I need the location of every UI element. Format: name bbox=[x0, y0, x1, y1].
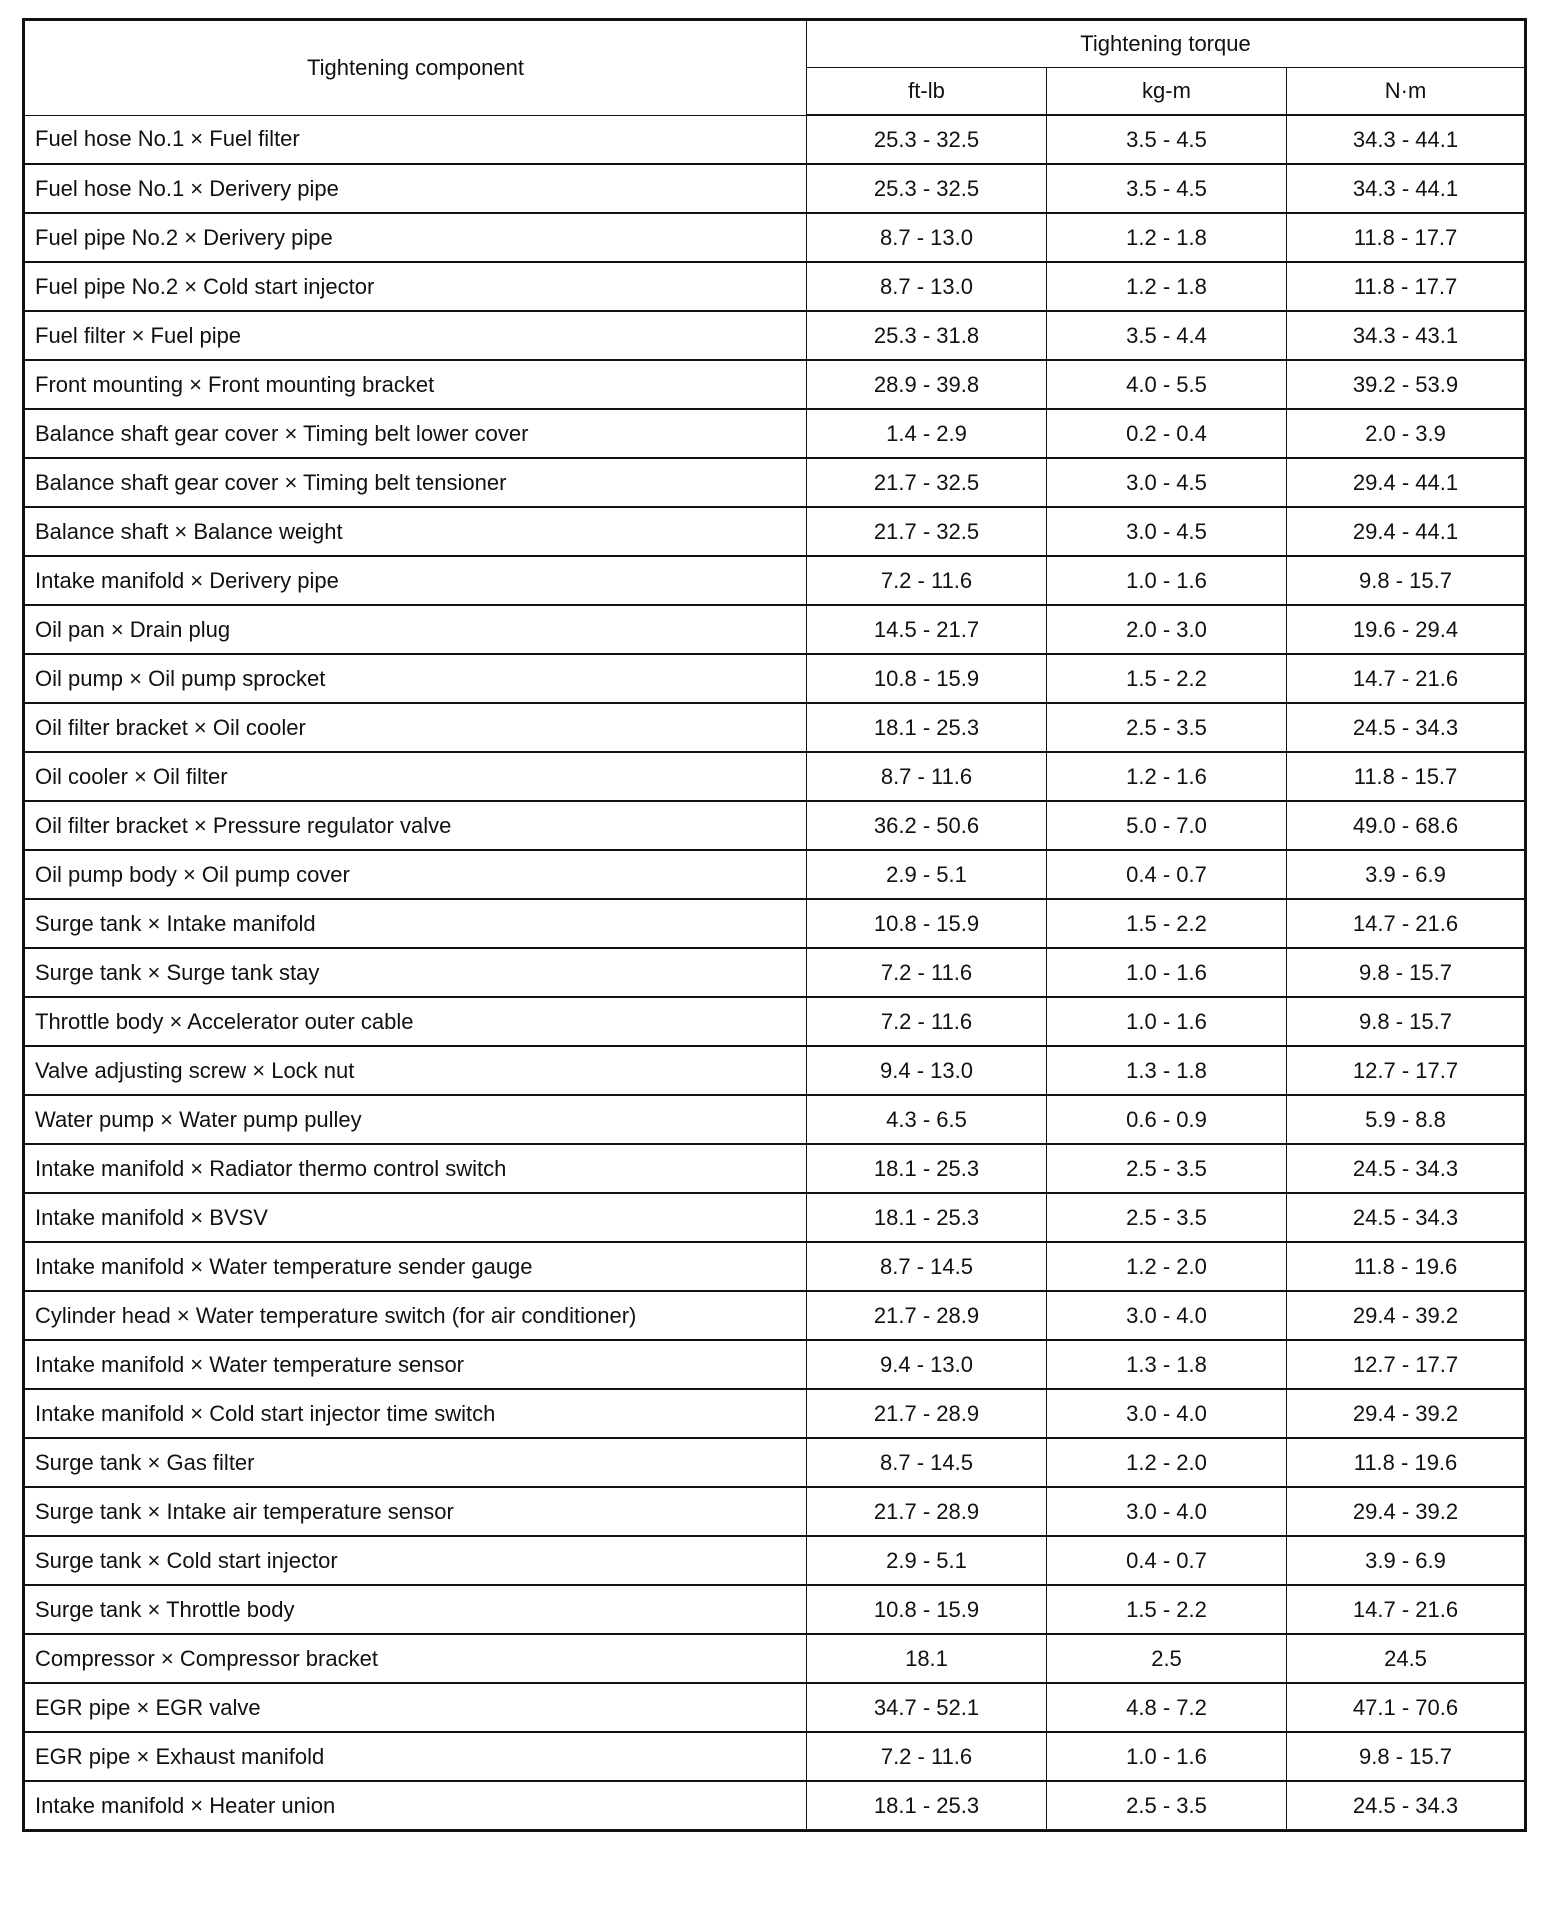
n-m-cell: 29.4 - 39.2 bbox=[1287, 1487, 1526, 1536]
n-m-cell: 24.5 - 34.3 bbox=[1287, 1193, 1526, 1242]
table-row bbox=[24, 752, 1526, 801]
ft-lb-cell: 9.4 - 13.0 bbox=[807, 1046, 1047, 1095]
n-m-cell: 34.3 - 44.1 bbox=[1287, 164, 1526, 213]
table-row bbox=[24, 948, 1526, 997]
n-m-cell: 29.4 - 39.2 bbox=[1287, 1291, 1526, 1340]
n-m-cell: 11.8 - 19.6 bbox=[1287, 1242, 1526, 1291]
ft-lb-cell: 21.7 - 28.9 bbox=[807, 1487, 1047, 1536]
header-tightening-component: Tightening component bbox=[24, 20, 807, 116]
kg-m-cell: 3.0 - 4.5 bbox=[1047, 458, 1287, 507]
n-m-cell: 5.9 - 8.8 bbox=[1287, 1095, 1526, 1144]
kg-m-cell: 1.5 - 2.2 bbox=[1047, 654, 1287, 703]
n-m-cell: 29.4 - 39.2 bbox=[1287, 1389, 1526, 1438]
kg-m-cell: 1.5 - 2.2 bbox=[1047, 899, 1287, 948]
table-row bbox=[24, 801, 1526, 850]
table-row bbox=[24, 213, 1526, 262]
ft-lb-cell: 10.8 - 15.9 bbox=[807, 654, 1047, 703]
table-row bbox=[24, 1732, 1526, 1781]
ft-lb-cell: 21.7 - 28.9 bbox=[807, 1291, 1047, 1340]
kg-m-cell: 2.5 - 3.5 bbox=[1047, 1781, 1287, 1831]
component-cell: Water pump × Water pump pulley bbox=[24, 1095, 807, 1144]
kg-m-cell: 1.0 - 1.6 bbox=[1047, 1732, 1287, 1781]
ft-lb-cell: 4.3 - 6.5 bbox=[807, 1095, 1047, 1144]
n-m-cell: 34.3 - 44.1 bbox=[1287, 115, 1526, 164]
table-row bbox=[24, 507, 1526, 556]
ft-lb-cell: 8.7 - 14.5 bbox=[807, 1438, 1047, 1487]
ft-lb-cell: 8.7 - 13.0 bbox=[807, 262, 1047, 311]
header-unit-n-m: N·m bbox=[1287, 68, 1526, 116]
n-m-cell: 11.8 - 19.6 bbox=[1287, 1438, 1526, 1487]
table-row bbox=[24, 1634, 1526, 1683]
kg-m-cell: 2.5 bbox=[1047, 1634, 1287, 1683]
component-cell: Oil cooler × Oil filter bbox=[24, 752, 807, 801]
component-cell: Oil pump × Oil pump sprocket bbox=[24, 654, 807, 703]
ft-lb-cell: 21.7 - 32.5 bbox=[807, 507, 1047, 556]
component-cell: Fuel pipe No.2 × Derivery pipe bbox=[24, 213, 807, 262]
component-cell: Intake manifold × Water temperature sensor bbox=[24, 1340, 807, 1389]
component-cell: Intake manifold × Cold start injector time switch bbox=[24, 1389, 807, 1438]
ft-lb-cell: 25.3 - 31.8 bbox=[807, 311, 1047, 360]
torque-specification-table bbox=[22, 18, 1527, 1832]
kg-m-cell: 2.5 - 3.5 bbox=[1047, 1144, 1287, 1193]
kg-m-cell: 1.0 - 1.6 bbox=[1047, 556, 1287, 605]
n-m-cell: 29.4 - 44.1 bbox=[1287, 458, 1526, 507]
table-row bbox=[24, 1487, 1526, 1536]
ft-lb-cell: 7.2 - 11.6 bbox=[807, 556, 1047, 605]
header-tightening-torque: Tightening torque bbox=[807, 20, 1526, 68]
kg-m-cell: 1.2 - 2.0 bbox=[1047, 1242, 1287, 1291]
component-cell: Surge tank × Cold start injector bbox=[24, 1536, 807, 1585]
n-m-cell: 3.9 - 6.9 bbox=[1287, 850, 1526, 899]
table-row bbox=[24, 850, 1526, 899]
n-m-cell: 9.8 - 15.7 bbox=[1287, 556, 1526, 605]
component-cell: EGR pipe × Exhaust manifold bbox=[24, 1732, 807, 1781]
n-m-cell: 39.2 - 53.9 bbox=[1287, 360, 1526, 409]
n-m-cell: 24.5 - 34.3 bbox=[1287, 703, 1526, 752]
table-row bbox=[24, 556, 1526, 605]
table-row bbox=[24, 703, 1526, 752]
ft-lb-cell: 8.7 - 11.6 bbox=[807, 752, 1047, 801]
table-row bbox=[24, 360, 1526, 409]
ft-lb-cell: 18.1 - 25.3 bbox=[807, 1193, 1047, 1242]
table-row bbox=[24, 1144, 1526, 1193]
kg-m-cell: 3.5 - 4.5 bbox=[1047, 115, 1287, 164]
table-row bbox=[24, 997, 1526, 1046]
ft-lb-cell: 28.9 - 39.8 bbox=[807, 360, 1047, 409]
component-cell: Valve adjusting screw × Lock nut bbox=[24, 1046, 807, 1095]
kg-m-cell: 0.4 - 0.7 bbox=[1047, 1536, 1287, 1585]
component-cell: Fuel hose No.1 × Derivery pipe bbox=[24, 164, 807, 213]
kg-m-cell: 1.2 - 1.6 bbox=[1047, 752, 1287, 801]
table-row bbox=[24, 654, 1526, 703]
ft-lb-cell: 7.2 - 11.6 bbox=[807, 1732, 1047, 1781]
table-row bbox=[24, 1340, 1526, 1389]
component-cell: Oil pan × Drain plug bbox=[24, 605, 807, 654]
kg-m-cell: 0.4 - 0.7 bbox=[1047, 850, 1287, 899]
kg-m-cell: 4.0 - 5.5 bbox=[1047, 360, 1287, 409]
table-row bbox=[24, 115, 1526, 164]
table-row bbox=[24, 899, 1526, 948]
component-cell: Intake manifold × Heater union bbox=[24, 1781, 807, 1831]
kg-m-cell: 1.0 - 1.6 bbox=[1047, 997, 1287, 1046]
component-cell: Intake manifold × Derivery pipe bbox=[24, 556, 807, 605]
ft-lb-cell: 34.7 - 52.1 bbox=[807, 1683, 1047, 1732]
kg-m-cell: 1.2 - 1.8 bbox=[1047, 262, 1287, 311]
table-row bbox=[24, 1438, 1526, 1487]
kg-m-cell: 1.2 - 1.8 bbox=[1047, 213, 1287, 262]
kg-m-cell: 5.0 - 7.0 bbox=[1047, 801, 1287, 850]
component-cell: Fuel filter × Fuel pipe bbox=[24, 311, 807, 360]
component-cell: Balance shaft gear cover × Timing belt tensioner bbox=[24, 458, 807, 507]
n-m-cell: 34.3 - 43.1 bbox=[1287, 311, 1526, 360]
component-cell: Surge tank × Intake air temperature sensor bbox=[24, 1487, 807, 1536]
kg-m-cell: 1.0 - 1.6 bbox=[1047, 948, 1287, 997]
component-cell: Compressor × Compressor bracket bbox=[24, 1634, 807, 1683]
table-row bbox=[24, 1536, 1526, 1585]
component-cell: Front mounting × Front mounting bracket bbox=[24, 360, 807, 409]
ft-lb-cell: 7.2 - 11.6 bbox=[807, 997, 1047, 1046]
ft-lb-cell: 18.1 - 25.3 bbox=[807, 1144, 1047, 1193]
component-cell: Oil pump body × Oil pump cover bbox=[24, 850, 807, 899]
component-cell: Throttle body × Accelerator outer cable bbox=[24, 997, 807, 1046]
n-m-cell: 9.8 - 15.7 bbox=[1287, 997, 1526, 1046]
table-row bbox=[24, 1046, 1526, 1095]
ft-lb-cell: 2.9 - 5.1 bbox=[807, 850, 1047, 899]
n-m-cell: 3.9 - 6.9 bbox=[1287, 1536, 1526, 1585]
table-row bbox=[24, 1781, 1526, 1831]
component-cell: Surge tank × Intake manifold bbox=[24, 899, 807, 948]
n-m-cell: 29.4 - 44.1 bbox=[1287, 507, 1526, 556]
kg-m-cell: 2.0 - 3.0 bbox=[1047, 605, 1287, 654]
n-m-cell: 9.8 - 15.7 bbox=[1287, 948, 1526, 997]
ft-lb-cell: 36.2 - 50.6 bbox=[807, 801, 1047, 850]
component-cell: Surge tank × Throttle body bbox=[24, 1585, 807, 1634]
ft-lb-cell: 25.3 - 32.5 bbox=[807, 164, 1047, 213]
n-m-cell: 11.8 - 17.7 bbox=[1287, 213, 1526, 262]
n-m-cell: 49.0 - 68.6 bbox=[1287, 801, 1526, 850]
n-m-cell: 12.7 - 17.7 bbox=[1287, 1340, 1526, 1389]
n-m-cell: 14.7 - 21.6 bbox=[1287, 899, 1526, 948]
kg-m-cell: 4.8 - 7.2 bbox=[1047, 1683, 1287, 1732]
n-m-cell: 12.7 - 17.7 bbox=[1287, 1046, 1526, 1095]
kg-m-cell: 0.2 - 0.4 bbox=[1047, 409, 1287, 458]
n-m-cell: 14.7 - 21.6 bbox=[1287, 1585, 1526, 1634]
ft-lb-cell: 2.9 - 5.1 bbox=[807, 1536, 1047, 1585]
n-m-cell: 11.8 - 17.7 bbox=[1287, 262, 1526, 311]
ft-lb-cell: 9.4 - 13.0 bbox=[807, 1340, 1047, 1389]
ft-lb-cell: 18.1 bbox=[807, 1634, 1047, 1683]
header-unit-ft-lb: ft-lb bbox=[807, 68, 1047, 116]
table-row bbox=[24, 311, 1526, 360]
n-m-cell: 24.5 bbox=[1287, 1634, 1526, 1683]
kg-m-cell: 3.0 - 4.0 bbox=[1047, 1291, 1287, 1340]
table-row bbox=[24, 164, 1526, 213]
ft-lb-cell: 8.7 - 13.0 bbox=[807, 213, 1047, 262]
ft-lb-cell: 18.1 - 25.3 bbox=[807, 1781, 1047, 1831]
n-m-cell: 11.8 - 15.7 bbox=[1287, 752, 1526, 801]
component-cell: Surge tank × Surge tank stay bbox=[24, 948, 807, 997]
kg-m-cell: 3.0 - 4.0 bbox=[1047, 1389, 1287, 1438]
component-cell: Intake manifold × Water temperature sender gauge bbox=[24, 1242, 807, 1291]
kg-m-cell: 3.0 - 4.0 bbox=[1047, 1487, 1287, 1536]
component-cell: Intake manifold × Radiator thermo control switch bbox=[24, 1144, 807, 1193]
table-row bbox=[24, 1585, 1526, 1634]
kg-m-cell: 0.6 - 0.9 bbox=[1047, 1095, 1287, 1144]
table-row bbox=[24, 1389, 1526, 1438]
table-row bbox=[24, 262, 1526, 311]
kg-m-cell: 1.3 - 1.8 bbox=[1047, 1340, 1287, 1389]
ft-lb-cell: 8.7 - 14.5 bbox=[807, 1242, 1047, 1291]
n-m-cell: 24.5 - 34.3 bbox=[1287, 1144, 1526, 1193]
component-cell: Surge tank × Gas filter bbox=[24, 1438, 807, 1487]
component-cell: EGR pipe × EGR valve bbox=[24, 1683, 807, 1732]
n-m-cell: 9.8 - 15.7 bbox=[1287, 1732, 1526, 1781]
ft-lb-cell: 7.2 - 11.6 bbox=[807, 948, 1047, 997]
table-row bbox=[24, 605, 1526, 654]
kg-m-cell: 3.5 - 4.4 bbox=[1047, 311, 1287, 360]
table-row bbox=[24, 458, 1526, 507]
component-cell: Balance shaft × Balance weight bbox=[24, 507, 807, 556]
table-row bbox=[24, 1193, 1526, 1242]
table-row bbox=[24, 1095, 1526, 1144]
kg-m-cell: 3.5 - 4.5 bbox=[1047, 164, 1287, 213]
component-cell: Balance shaft gear cover × Timing belt lower cover bbox=[24, 409, 807, 458]
table-row bbox=[24, 1242, 1526, 1291]
component-cell: Cylinder head × Water temperature switch (for air conditioner) bbox=[24, 1291, 807, 1340]
table-header bbox=[24, 20, 1526, 116]
component-cell: Oil filter bracket × Oil cooler bbox=[24, 703, 807, 752]
kg-m-cell: 2.5 - 3.5 bbox=[1047, 1193, 1287, 1242]
n-m-cell: 2.0 - 3.9 bbox=[1287, 409, 1526, 458]
table-body bbox=[24, 115, 1526, 1831]
component-cell: Fuel pipe No.2 × Cold start injector bbox=[24, 262, 807, 311]
kg-m-cell: 3.0 - 4.5 bbox=[1047, 507, 1287, 556]
kg-m-cell: 2.5 - 3.5 bbox=[1047, 703, 1287, 752]
component-cell: Fuel hose No.1 × Fuel filter bbox=[24, 115, 807, 164]
component-cell: Oil filter bracket × Pressure regulator valve bbox=[24, 801, 807, 850]
table-row bbox=[24, 1683, 1526, 1732]
header-unit-kg-m: kg-m bbox=[1047, 68, 1287, 116]
ft-lb-cell: 25.3 - 32.5 bbox=[807, 115, 1047, 164]
n-m-cell: 14.7 - 21.6 bbox=[1287, 654, 1526, 703]
table-row bbox=[24, 1291, 1526, 1340]
ft-lb-cell: 10.8 - 15.9 bbox=[807, 899, 1047, 948]
ft-lb-cell: 14.5 - 21.7 bbox=[807, 605, 1047, 654]
table-row bbox=[24, 409, 1526, 458]
ft-lb-cell: 21.7 - 32.5 bbox=[807, 458, 1047, 507]
ft-lb-cell: 18.1 - 25.3 bbox=[807, 703, 1047, 752]
kg-m-cell: 1.3 - 1.8 bbox=[1047, 1046, 1287, 1095]
kg-m-cell: 1.5 - 2.2 bbox=[1047, 1585, 1287, 1634]
n-m-cell: 19.6 - 29.4 bbox=[1287, 605, 1526, 654]
ft-lb-cell: 21.7 - 28.9 bbox=[807, 1389, 1047, 1438]
n-m-cell: 47.1 - 70.6 bbox=[1287, 1683, 1526, 1732]
ft-lb-cell: 10.8 - 15.9 bbox=[807, 1585, 1047, 1634]
ft-lb-cell: 1.4 - 2.9 bbox=[807, 409, 1047, 458]
n-m-cell: 24.5 - 34.3 bbox=[1287, 1781, 1526, 1831]
component-cell: Intake manifold × BVSV bbox=[24, 1193, 807, 1242]
kg-m-cell: 1.2 - 2.0 bbox=[1047, 1438, 1287, 1487]
